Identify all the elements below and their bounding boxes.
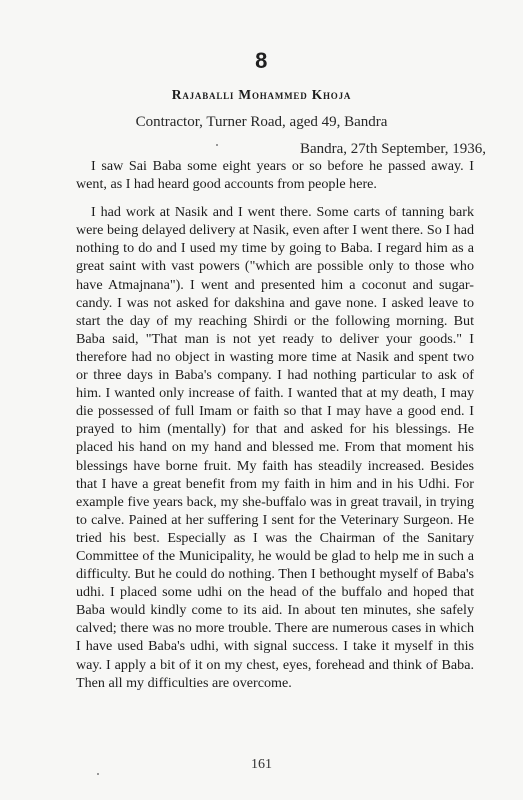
statement-body xyxy=(76,157,474,692)
place-and-date: Bandra, 27th September, 1936, xyxy=(299,141,486,157)
person-name-heading: Rajaballi Mohammed Khoja xyxy=(171,87,352,102)
paragraph: I had work at Nasik and I went there. Some carts of tanning bark were being delayed delivery at Nasik, even after I went there. So I had nothing to do and I used my time by going to Baba. I regard him as a great saint with vast powers ("which are possible only to those who have Atmajnana"). I went and presented him a coconut and sugar-candy. I was not asked for dakshina and gave none. I asked leave to start the day of my reaching Shirdi or the following morning. But Baba said, "That man is not yet ready to deliver your goods." I therefore had no object in wasting more time at Nasik and spent two or three days in Baba's company. I had nothing particular to ask of him. I wanted only increase of faith. I wanted that at my death, I may die possessed of full Imam or faith so that I may have a good end. I prayed to him (mentally) for that and asked for his blessings. He placed his hand on my hand and blessed me. From that moment his blessings have borne fruit. My faith has steadily increased. Besides that I have a great benefit from my faith in him and in his Udhi. For example five years back, my she-buffalo was in great travail, in trying to calve. Pained at her suffering I sent for the Veterinary Surgeon. He tried his best. Especially as I was the Chairman of the Sanitary Committee of the Municipality, he would be glad to help me in such a difficulty. But he could do nothing. Then I bethought myself of Baba's udhi. I placed some udhi on the head of the buffalo and hoped that Baba would kindly come to its aid. In about ten minutes, she safely calved; there was no more trouble. There are numerous cases in which I have used Baba's udhi, with signal success. I take it myself in this way. I apply a bit of it on my chest, eyes, forehead and think of Baba. Then all my difficulties are overcome. xyxy=(76,204,474,691)
paragraph: I saw Sai Baba some eight years or so before he passed away. I went, as I had heard good accounts from people here. xyxy=(76,158,474,193)
print-speck xyxy=(97,773,99,775)
print-speck xyxy=(216,144,218,146)
person-description: Contractor, Turner Road, aged 49, Bandra xyxy=(135,114,388,130)
chapter-number: 8 xyxy=(255,48,268,73)
page-number: 161 xyxy=(251,757,272,772)
